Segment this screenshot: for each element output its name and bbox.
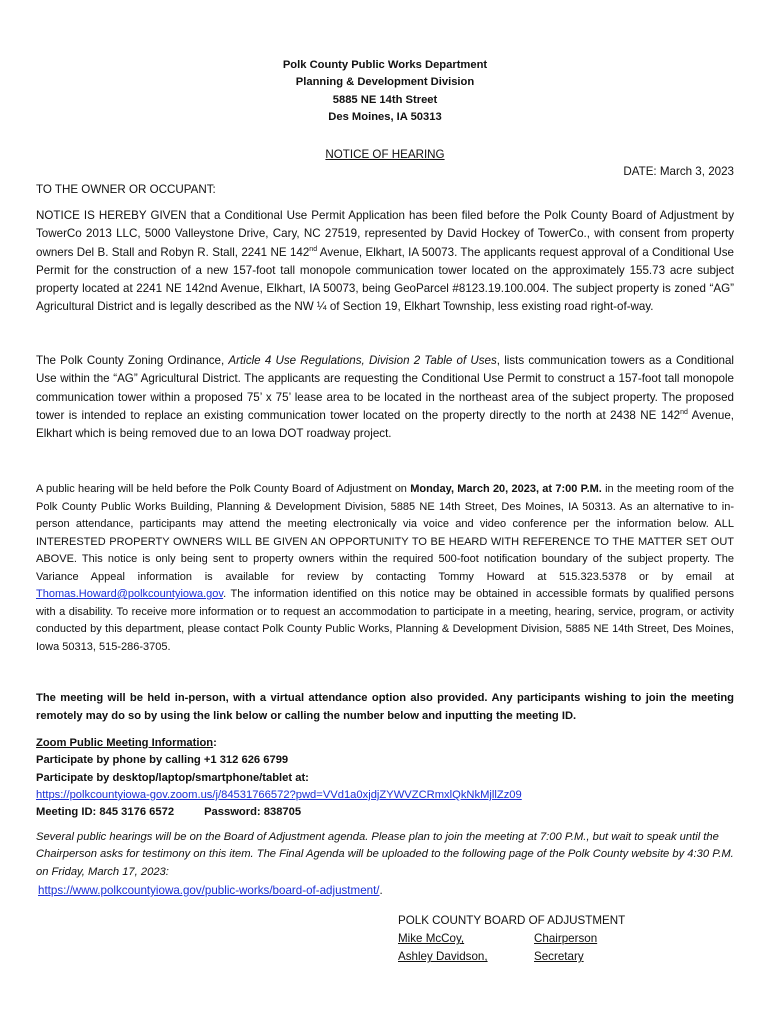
zoom-phone: Participate by phone by calling +1 312 626 6799 — [36, 754, 289, 767]
member-name: Ashley Davidson, — [398, 950, 488, 964]
p3-text-c: . The information identified on this notice may be obtained in accessible formats by qualified persons with a disability. To receive more information or to request an accommodation to participate in a meeting, hearing, service, program, or activity conducted by this department, please contact Polk County Public Works, Planning & Development Division, 5885 NE 14th Street, Des Moines, Iowa 50313, 515-286-3705. — [36, 588, 734, 653]
p2-text-a: The Polk County Zoning Ordinance, — [36, 354, 229, 367]
paragraph-meeting-format: The meeting will be held in-person, with a virtual attendance option also provided. Any participants wishing to join the meeting remotely may do so by using the link below or calling the number below and inputting the meeting ID. — [36, 692, 734, 722]
zoom-title: Zoom Public Meeting Information — [36, 737, 214, 749]
agenda-link[interactable]: https://www.polkcountyiowa.gov/public-works/board-of-adjustment/ — [38, 884, 380, 897]
p3-text-b: in the meeting room of the Polk County Public Works Building, Planning & Development Division, 5885 NE 14th Street, Des Moines, IA 50313. As an alternative to in-person attendance, participants may attend the meeting electronically via voice and video conference per the information below. ALL INTERESTED PROPERTY OWNERS WILL BE GIVEN AN OPPORTUNITY TO BE HEARD WITH REFERENCE TO THE MATTER SET OUT ABOVE. This notice is only being sent to property owners within the required 500-foot notification boundary of the subject property. The Variance Appeal information is available for review by contacting Tommy Howard at 515.323.5378 or by email at — [36, 483, 734, 583]
zoom-info — [36, 735, 734, 821]
signature-member — [398, 948, 625, 966]
zoom-desktop: Participate by desktop/laptop/smartphone/tablet at: — [36, 771, 309, 784]
signature-block — [398, 912, 625, 967]
zoom-meeting-id: Meeting ID: 845 3176 6572 — [36, 806, 175, 819]
zoom-title-colon: : — [213, 737, 217, 749]
p2-article-ref: Article 4 Use Regulations, Division 2 Table of Uses — [228, 354, 497, 367]
p2-text-c: Avenue, Elkhart which is being removed due to an Iowa DOT roadway project. — [36, 408, 734, 441]
p1-text-b: Avenue, Elkhart, IA 50073. The applicants request approval of a Conditional Use Permit for the construction of a new 157-foot tall monopole communication tower located on the approximately 155.73 acre subject property located at 2241 NE 142nd Avenue, Elkhart, IA 50073, being GeoParcel #8123.19.100.004. The subject property is zoned “AG” Agricultural District and is legally described as the NW ¼ of Section 19, Elkhart Township, less existing road right-of-way. — [36, 245, 734, 314]
paragraph-zoning — [36, 352, 734, 443]
zoom-credentials — [36, 804, 734, 821]
notice-title: NOTICE OF HEARING — [325, 148, 445, 161]
zoom-meeting-link[interactable]: https://polkcountyiowa-gov.zoom.us/j/84531766572?pwd=VVd1a0xjdjZYWVZCRmxlQkNkMjllZz09 — [36, 788, 522, 801]
member-role: Chairperson — [534, 932, 598, 946]
greeting: TO THE OWNER OR OCCUPANT: — [36, 183, 216, 196]
p2-ordinal: nd — [680, 409, 688, 417]
signature-org: POLK COUNTY BOARD OF ADJUSTMENT — [398, 914, 626, 927]
zoom-url-row — [36, 787, 734, 804]
p1-ordinal: nd — [309, 245, 318, 253]
p3-text-a: A public hearing will be held before the Polk County Board of Adjustment on — [36, 483, 411, 495]
letterhead-street: 5885 NE 14th Street — [332, 93, 438, 106]
zoom-heading — [36, 735, 734, 752]
signature-member — [398, 930, 625, 948]
p1-text-a: NOTICE IS HEREBY GIVEN that a Conditional Use Permit Application has been filed before the Polk County Board of Adjustment by TowerCo 2013 LLC, 5000 Valleystone Drive, Cary, NC 27519, represented by David Hockey of TowerCo., with consent from property owners Del B. Stall and Robyn R. Stall, 2241 NE 142 — [36, 209, 734, 259]
letterhead-division: Planning & Development Division — [295, 76, 475, 89]
notice-date: DATE: March 3, 2023 — [623, 165, 734, 178]
email-link[interactable]: Thomas.Howard@polkcountyiowa.gov — [36, 588, 224, 600]
paragraph-application — [36, 207, 734, 317]
zoom-password: Password: 838705 — [204, 806, 302, 819]
p3-hearing-date: Monday, March 20, 2023, at 7:00 P.M. — [410, 483, 602, 495]
member-role: Secretary — [534, 950, 584, 964]
letterhead — [0, 57, 770, 126]
member-name: Mike McCoy, — [398, 932, 465, 946]
p2-text-b: , lists communication towers as a Conditional Use within the “AG” Agricultural District. The applicants are requesting the Conditional Use Permit to construct a 157-foot tall monopole communication tower within a proposed 75’ x 75’ lease area to be located in the northeast area of the subject property. The proposed tower is intended to replace an existing communication tower located on the property directly to the north at 2438 NE 142 — [36, 354, 734, 422]
agenda-url-row — [38, 882, 383, 900]
agenda-url-period: . — [379, 884, 383, 897]
letterhead-department: Polk County Public Works Department — [282, 59, 488, 71]
agenda-note: Several public hearings will be on the Board of Adjustment agenda. Please plan to join the meeting at 7:00 P.M., but wait to speak until the Chairperson asks for testimony on this item. The Final Agenda will be uploaded to the following page of the Polk County website by 4:30 P.M. on Friday, March 17, 2023: — [36, 831, 734, 878]
letterhead-city: Des Moines, IA 50313 — [328, 110, 442, 123]
paragraph-hearing — [36, 481, 734, 656]
